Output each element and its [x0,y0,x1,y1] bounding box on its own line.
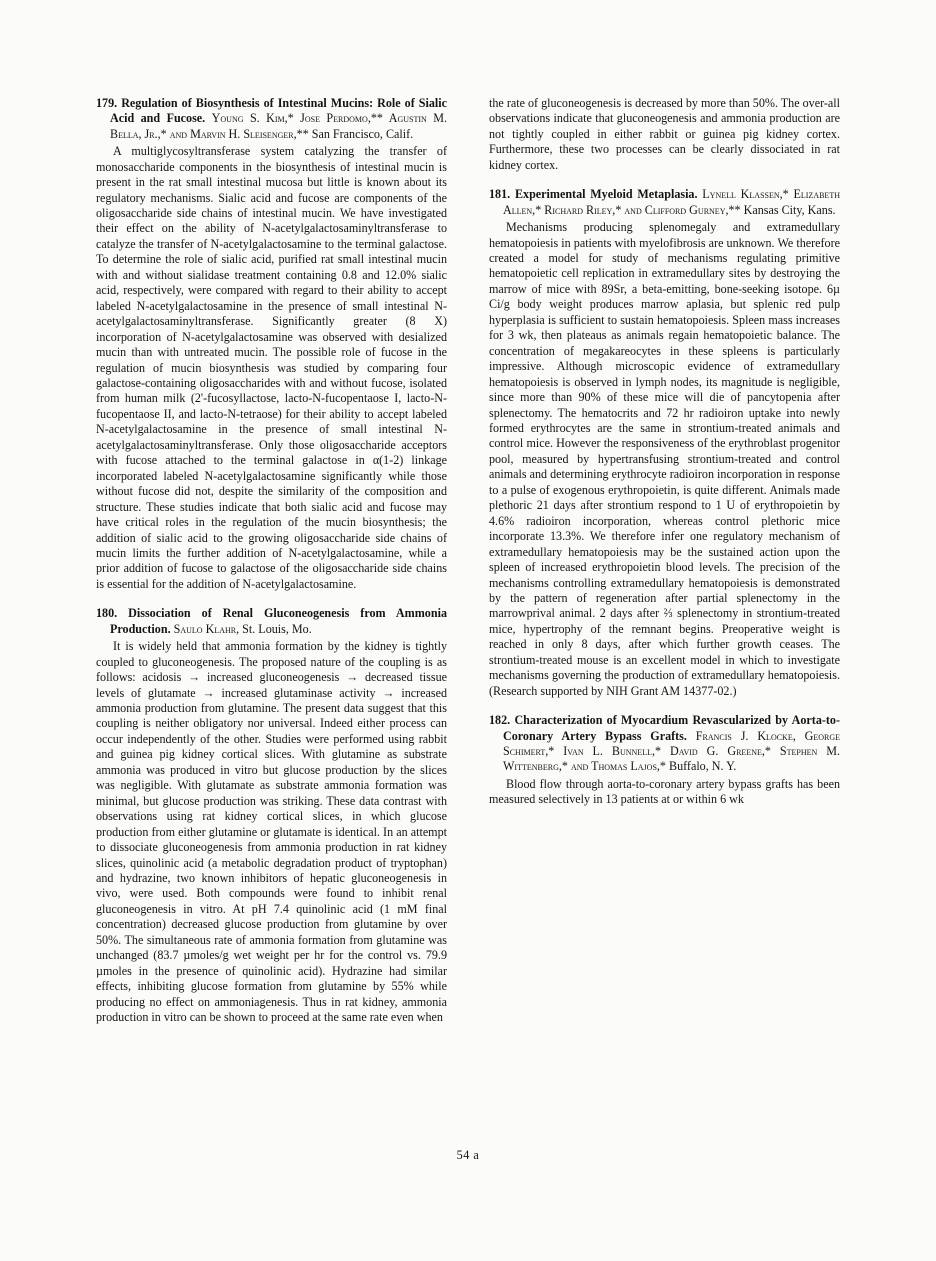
abstract-182 [489,713,840,808]
abstract-number: 181. [489,187,511,202]
abstract-authors: Francis J. Klocke, George Schimert,* Ivan L. Bunnell,* David G. Greene,* Stephen M. Wittenberg,* and Thomas Lajos,* [503,728,841,774]
abstract-number: 180. [96,606,118,621]
abstract-authors: Lynell Klassen,* Elizabeth Allen,* Richard Riley,* and Clifford Gurney,** [503,187,840,217]
abstract-affiliation: San Francisco, Calif. [311,126,414,141]
abstract-title: Dissociation of Renal Gluconeogenesis from Ammonia Production. [110,606,447,636]
abstract-authors: Young S. Kim,* Jose Perdomo,** Agustin M. Bella, Jr.,* and Marvin H. Sleisenger,** [110,111,447,141]
abstract-body-paragraph: Blood flow through aorta-to-coronary artery bypass grafts has been measured selectively in 13 patients at or within 6 wk [489,776,840,807]
abstract-number: 182. [489,713,511,728]
abstract-heading [489,187,840,218]
abstract-heading [489,713,840,775]
abstract-affiliation: Kansas City, Kans. [743,202,836,217]
abstract-heading [96,96,447,142]
abstract-179 [96,96,447,592]
abstract-body-paragraph: A multiglycosyltransferase system catalyzing the transfer of monosaccharide components in the biosynthesis of intestinal mucin is present in the rat small intestinal mucosa but little is known about its regulatory mechanisms. Sialic acid and fucose are components of the oligosaccharide side chains of intestinal mucin. We have investigated their effect on the ability of N-acetylgalactosaminyltransferase to catalyze the transfer of N-acetylgalactosamine to the terminal galactose. To determine the role of sialic acid, purified rat small intestinal mucin with and without sialidase treatment containing 0.8 and 12.0% sialic acid, respectively, were compared with regard to their ability to accept labeled N-acetylgalactosamine in the presence of small intestinal N-acetylgalactosaminyltransferase. Significantly greater (8 X) incorporation of N-acetylgalactosamine was observed with desialized mucin than with untreated mucin. The possible role of fucose in the regulation of mucin biosynthesis was studied by comparing four galactose-containing oligosaccharides with and without fucose, isolated from human milk (2'-fucosyllactose, lacto-N-fucopentaose I, lacto-N-fucopentaose II, and lacto-N-tetraose) for their ability to accept labeled N-acetylgalactosamine in the presence of small intestinal N-acetylgalactosaminyltransferase. Only those oligosaccharide acceptors with fucose attached to the terminal galactose in α(1-2) linkage incorporated labeled N-acetylgalactosamine significantly while those without fucose did not, despite the similarity of the composition and structure. These studies indicate that both sialic acid and fucose may have critical roles in the regulation of the mucin biosynthesis; the addition of sialic acid to the growing oligosaccharide side chains of mucin limits the further addition of N-acetylgalactosamine, while a prior addition of fucose to galactose of the oligosaccharide side chains is essential for the addition of N-acetylgalactosamine. [96,144,447,591]
abstract-affiliation: Buffalo, N. Y. [669,759,737,774]
abstract-180 [96,606,447,1025]
two-column-layout [96,96,840,1040]
abstract-heading [96,606,447,637]
abstract-body-paragraph: Mechanisms producing splenomegaly and extramedullary hematopoiesis in patients with myelofibrosis are unknown. We therefore created a model for study of mechanisms regulating primitive hematopoietic cell replication in extramedullary sites by destroying the marrow of mice with 89Sr, a beta-emitting, bone-seeking isotope. 6µ Ci/g body weight produces marrow aplasia, but splenic red pulp hyperplasia is sufficient to sustain hematopoiesis. Spleen mass increases for 3 wk, then plateaus as animals regain hematopoietic balance. The concentration of megakareocytes in these spleens is particularly impressive. Although microscopic evidence of extramedullary hematopoiesis is observed in lymph nodes, its magnitude is negligible, since more than 90% of these mice will die of pancytopenia after splenectomy. The hematocrits and 72 hr radioiron uptake into newly formed erythrocytes are the same in strontium-treated animals and control mice. However the responsiveness of the erythroblast progenitor pool, measured by hypertransfusing strontium-treated and control animals and determining erythrocyte radioiron incorporation in response to a pulse of exogenous erythropoietin, is quite different. Animals made plethoric 21 days after strontium respond to 1 U of erythropoietin by 4.6% radioiron incorporation, whereas control plethoric mice incorporate 13.3%. We therefore infer one regulatory mechanism of extramedullary hematopoiesis may be the sustained action upon the spleen of increased erythropoietin blood levels. The precision of the mechanisms controlling extramedullary hematopoiesis is demonstrated by the pattern of regeneration after partial splenectomy in the marrowprival animal. 2 days after ⅔ splenectomy in strontium-treated mice, hypertrophy of the remnant begins. Preoperative weight is reached in only 8 days, after which further growth ceases. The strontium-treated mouse is an excellent model in which to investigate mechanisms governing the production of extramedullary hematopoiesis. (Research supported by NIH Grant AM 14377-02.) [489,220,840,698]
abstract-title: Characterization of Myocardium Revascularized by Aorta-to-Coronary Artery Bypass Grafts. [503,713,840,743]
abstract-body-continued: the rate of gluconeogenesis is decreased by more than 50%. The over-all observations indicate that gluconeogenesis and ammonia production are not tightly coupled in either rabbit or guinea pig kidney cortex. Furthermore, these two processes can be clearly dissociated in rat kidney cortex. [489,96,840,172]
right-column [489,96,840,1040]
left-column [96,96,447,1040]
abstract-authors: Saulo Klahr, [173,621,240,636]
abstract-title: Regulation of Biosynthesis of Intestinal Mucins: Role of Sialic Acid and Fucose. [110,96,447,126]
page-folio: 54 a [456,1148,480,1162]
abstract-body-paragraph: It is widely held that ammonia formation by the kidney is tightly coupled to gluconeogenesis. The proposed nature of the coupling is as follows: acidosis → increased gluconeogenesis → decreased tissue levels of glutamate → increased glutaminase activity → increased ammonia production from glutamine. The present data suggest that this coupling is neither obligatory nor universal. Indeed either process can occur independently of the other. Studies were performed using rabbit and guinea pig kidney cortical slices. With glutamine as substrate ammonia was produced in vitro but glucose production by the slices was negligible. With glutamate as substrate ammonia formation was minimal, but glucose production was striking. These data contrast with observations using rat kidney cortical slices, in which glucose production from either glutamine or glutamate is identical. In an attempt to dissociate gluconeogenesis from ammonia production in rat kidney slices, quinolinic acid (a metabolic degradation product of tryptophan) and hydrazine, two known inhibitors of hepatic gluconeogenesis in vivo, were used. Both compounds were found to inhibit renal gluconeogenesis in vitro. At pH 7.4 quinolinic acid (1 mM final concentration) decreased glucose production from glutamine by over 50%. The simultaneous rate of ammonia formation from glutamine was unchanged (83.7 µmoles/g wet weight per hr for the control vs. 79.9 µmoles in the presence of quinolinic acid). Hydrazine had similar effects, inhibiting glucose formation from glutamine by 55% while producing no effect on ammoniagenesis. Thus in rat kidney, ammonia production in vitro can be shown to proceed at the same rate even when [96,639,447,1025]
abstract-181 [489,187,840,699]
abstract-affiliation: St. Louis, Mo. [242,621,312,636]
abstract-number: 179. [96,96,118,110]
abstract-title: Experimental Myeloid Metaplasia. [514,187,698,202]
abstract-180-continuation [489,96,840,173]
